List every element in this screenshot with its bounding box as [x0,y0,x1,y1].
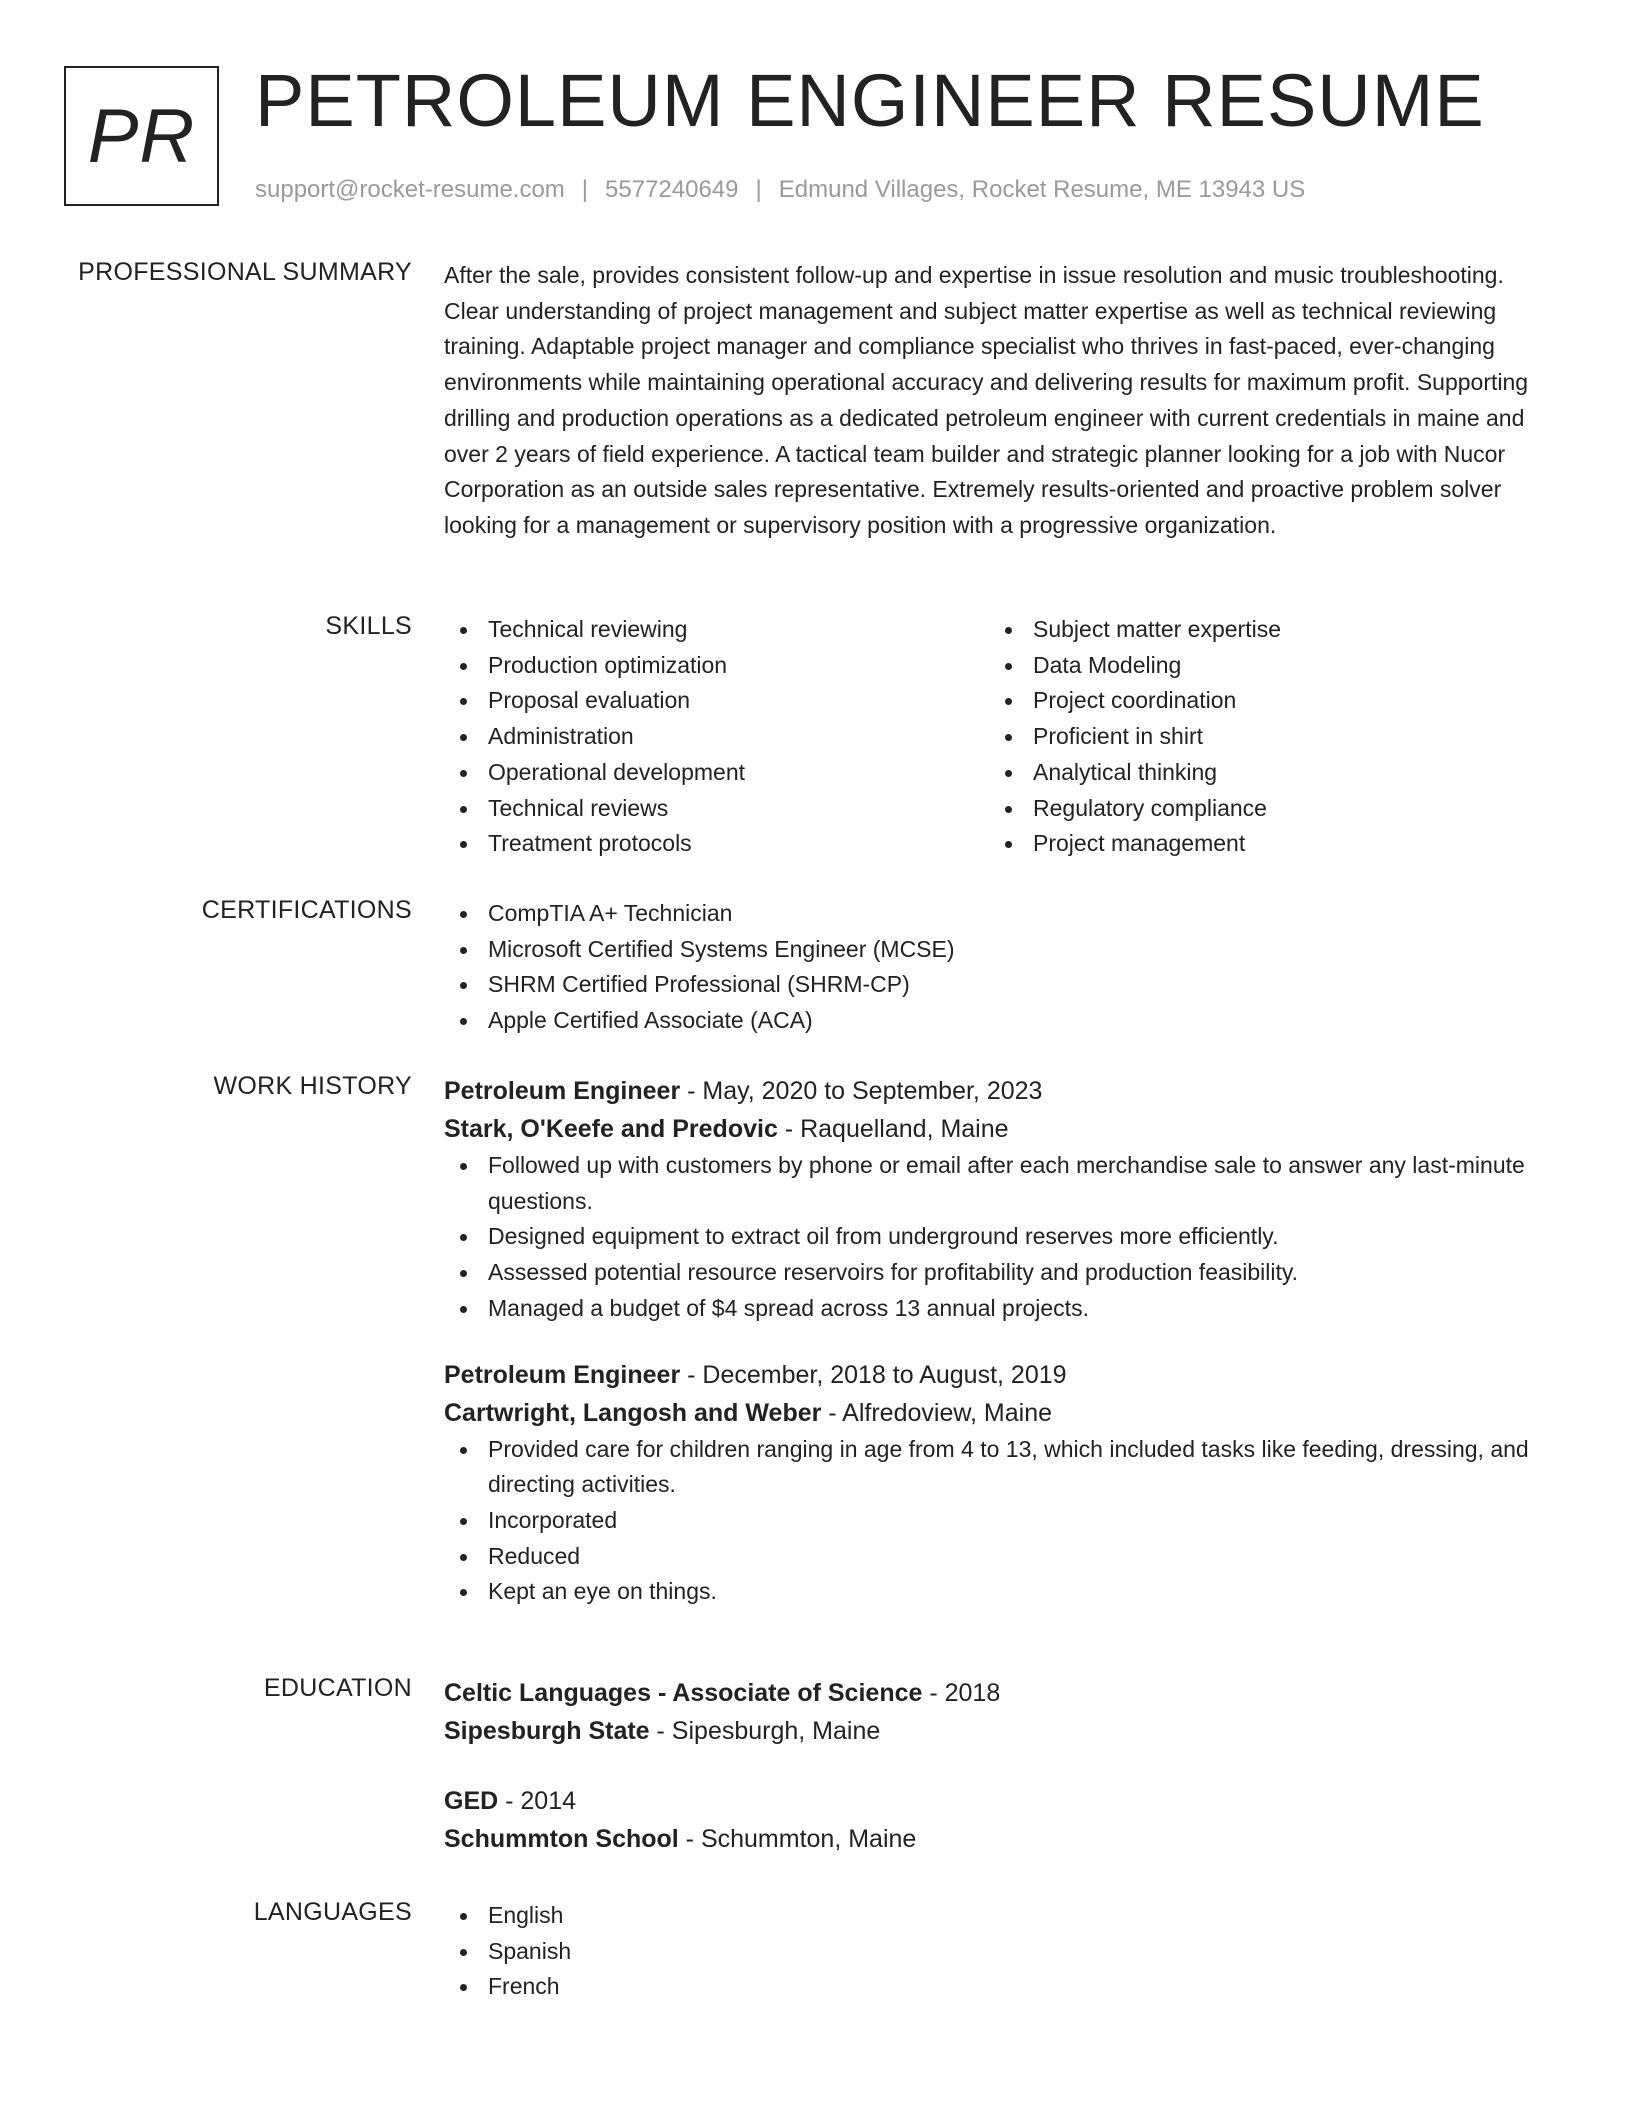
job-location: - Raquelland, Maine [777,1115,1009,1143]
education-entry [444,1782,1564,1858]
education-year: - 2018 [922,1679,1001,1707]
job-company: Stark, O'Keefe and Predovic [444,1115,778,1143]
job-dates: - May, 2020 to September, 2023 [680,1077,1043,1105]
job-bullet: Reduced [444,1539,1564,1575]
education-location: - Sipesburgh, Maine [649,1717,881,1745]
certification-item: CompTIA A+ Technician [444,896,1564,932]
job-company-line [444,1394,1564,1432]
certification-item: SHRM Certified Professional (SHRM-CP) [444,967,1564,1003]
skill-item: Regulatory compliance [989,791,1534,827]
section-label-languages: LANGUAGES [253,1898,412,1926]
skills-grid [444,612,1564,862]
education-entry [444,1674,1564,1750]
job-location: - Alfredoview, Maine [821,1398,1053,1427]
education-degree-line [444,1674,1564,1712]
education-body [444,1674,1564,1890]
skill-item: Operational development [444,755,989,791]
skill-item: Technical reviewing [444,612,989,648]
job-company: Cartwright, Langosh and Weber [444,1398,822,1427]
job-bullet: Assessed potential resource reservoirs for profitability and production feasibility. [444,1255,1564,1291]
summary-body [444,258,1564,544]
education-school-line [444,1820,1564,1858]
contact-separator: | [755,176,762,203]
job-title-line [444,1356,1564,1394]
skill-item: Subject matter expertise [989,612,1534,648]
skill-item: Technical reviews [444,791,989,827]
section-label-summary: PROFESSIONAL SUMMARY [78,258,412,286]
section-label-work-history: WORK HISTORY [213,1072,412,1100]
job-dates: - December, 2018 to August, 2019 [680,1360,1067,1389]
skill-item: Data Modeling [989,648,1534,684]
resume-title: PETROLEUM ENGINEER RESUME [255,59,1485,142]
skill-item: Proficient in shirt [989,719,1534,755]
education-school-line [444,1712,1564,1750]
certification-item: Apple Certified Associate (ACA) [444,1003,1564,1039]
skill-item: Project coordination [989,683,1534,719]
job-bullets [444,1432,1564,1611]
education-degree: Celtic Languages - Associate of Science [444,1679,923,1707]
job-title: Petroleum Engineer [444,1077,681,1105]
skills-list-left [444,612,989,862]
certification-item: Microsoft Certified Systems Engineer (MCSE) [444,932,1564,968]
language-item: French [444,1969,1564,2005]
section-label-certifications: CERTIFICATIONS [201,896,412,924]
summary-text: After the sale, provides consistent follow-up and expertise in issue resolution and music troubleshooting. Clear understanding of project management and subject matter expertise as well as technical reviewing training. Adaptable project manager and compliance specialist who thrives in fast-paced, ever-changing environments while maintaining operational accuracy and delivering results for maximum profit. Supporting drilling and production operations as a dedicated petroleum engineer with current credentials in maine and over 2 years of field experience. A tactical team builder and strategic planner looking for a job with Nucor Corporation as an outside sales representative. Extremely results-oriented and proactive problem solver looking for a management or supervisory position with a progressive organization. [444,262,1529,538]
certifications-list [444,896,1564,1039]
skill-item: Treatment protocols [444,826,989,862]
section-label-skills: SKILLS [325,612,412,640]
job-bullets [444,1148,1564,1327]
job-entry [444,1072,1564,1327]
section-label-education: EDUCATION [263,1674,412,1702]
contact-separator: | [581,176,589,203]
job-bullet: Followed up with customers by phone or email after each merchandise sale to answer any last-minute questions. [444,1148,1564,1219]
monogram-box [64,66,219,206]
skill-item: Analytical thinking [989,755,1534,791]
language-item: Spanish [444,1934,1564,1970]
job-bullet: Designed equipment to extract oil from underground reserves more efficiently. [444,1219,1564,1255]
job-entry [444,1356,1564,1611]
certifications-body [444,896,1564,1039]
job-bullet: Managed a budget of $4 spread across 13 annual projects. [444,1291,1564,1327]
language-item: English [444,1898,1564,1934]
contact-email: support@rocket-resume.com [255,176,565,203]
languages-body [444,1898,1564,2005]
job-bullet: Incorporated [444,1503,1564,1539]
skill-item: Project management [989,826,1534,862]
education-location: - Schummton, Maine [678,1825,917,1853]
skill-item: Administration [444,719,989,755]
education-year: - 2014 [498,1787,577,1815]
education-degree-line [444,1782,1564,1820]
education-degree: GED [444,1787,499,1815]
work-history-body [444,1072,1564,1610]
skill-item: Proposal evaluation [444,683,989,719]
contact-line [255,176,1305,204]
contact-address: Edmund Villages, Rocket Resume, ME 13943 US [778,176,1306,203]
job-bullet: Kept an eye on things. [444,1574,1564,1610]
skills-list-right [989,612,1534,862]
job-title: Petroleum Engineer [444,1360,681,1389]
job-bullet: Provided care for children ranging in age from 4 to 13, which included tasks like feeding, dressing, and directing activities. [444,1432,1564,1503]
languages-list [444,1898,1564,2005]
job-company-line [444,1110,1564,1148]
job-title-line [444,1072,1564,1110]
education-school: Schummton School [444,1825,679,1853]
skill-item: Production optimization [444,648,989,684]
contact-phone: 5577240649 [605,176,739,203]
monogram-initials: PR [87,93,196,179]
education-school: Sipesburgh State [444,1717,650,1745]
